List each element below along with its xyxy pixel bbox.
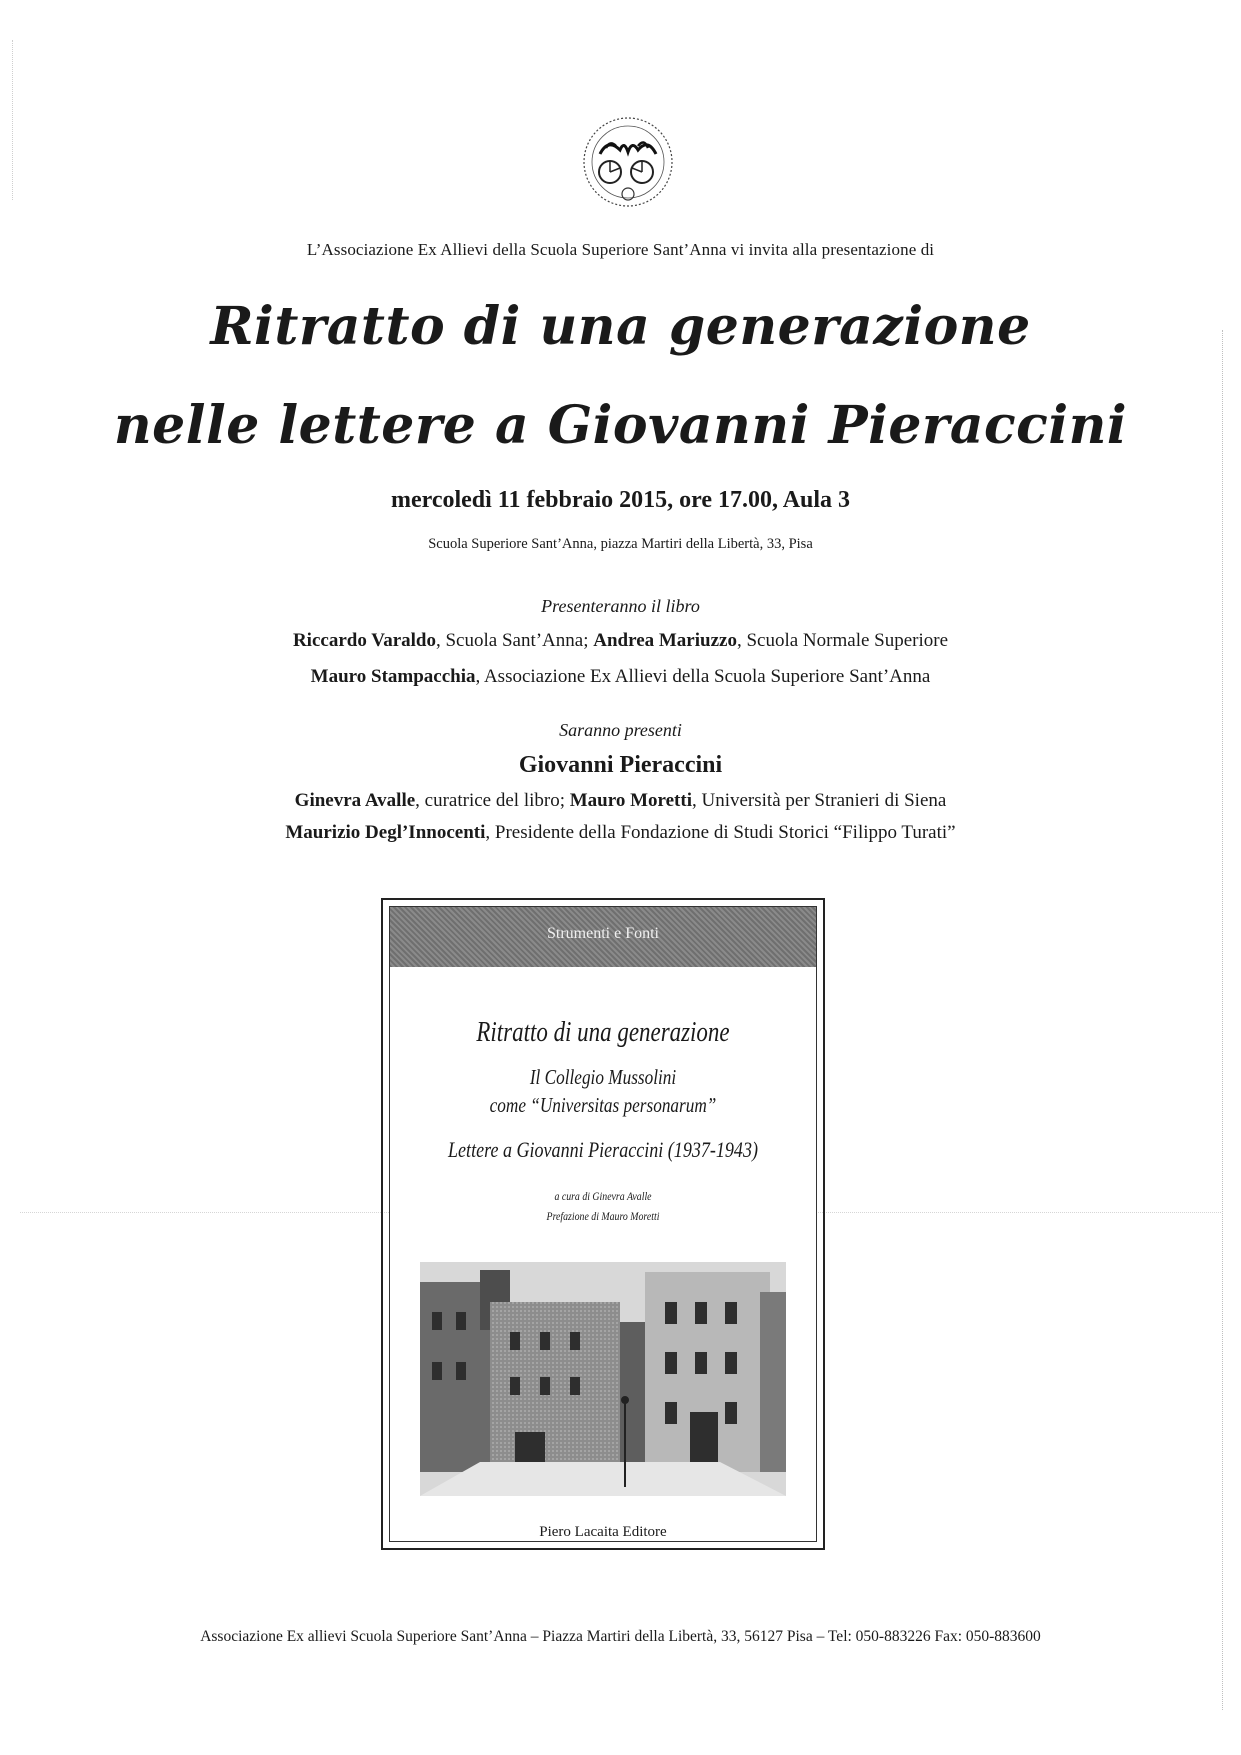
- attendees-line-1: [0, 790, 1241, 812]
- book-cover: [381, 898, 825, 1550]
- attendee-name: Ginevra Avalle: [294, 790, 416, 811]
- book-cover-inner: [389, 906, 817, 1542]
- attendee-name: Maurizio Degl’Innocenti: [285, 822, 486, 843]
- book-editor: a cura di Ginevra Avalle: [554, 1189, 652, 1203]
- event-address: Scuola Superiore Sant’Anna, piazza Martiri della Libertà, 33, Pisa: [428, 536, 813, 552]
- series-band: [390, 907, 816, 967]
- cover-photo-buildings: [420, 1262, 786, 1496]
- book-preface: Prefazione di Mauro Moretti: [546, 1209, 660, 1223]
- attendee-affiliation: , curatrice del libro;: [415, 790, 570, 811]
- presenter-affiliation: , Scuola Sant’Anna;: [435, 630, 594, 651]
- attendee-affiliation: , Università per Stranieri di Siena: [691, 790, 947, 811]
- attendees-line-2: [0, 822, 1241, 844]
- series-label: Strumenti e Fonti: [547, 925, 659, 942]
- presenter-name: Mauro Stampacchia: [310, 666, 476, 687]
- event-title-line1: Ritratto di una generazione: [210, 296, 1031, 357]
- book-subtitle-1: Il Collegio Mussolini: [529, 1065, 677, 1089]
- guest-of-honor: Giovanni Pieraccini: [518, 752, 723, 778]
- event-title-line2: nelle lettere a Giovanni Pieraccini: [113, 395, 1128, 456]
- presenter-name: Riccardo Varaldo: [292, 630, 436, 651]
- association-seal-icon: [580, 110, 676, 220]
- attendees-heading: Saranno presenti: [559, 720, 682, 740]
- event-date: mercoledì 11 febbraio 2015, ore 17.00, Aula 3: [390, 487, 851, 513]
- book-subtitle-2: come “Universitas personarum”: [489, 1093, 717, 1117]
- book-subtitle-3: Lettere a Giovanni Pieraccini (1937-1943): [448, 1137, 758, 1162]
- presenters-heading: Presenteranno il libro: [541, 596, 700, 616]
- footer-contact: Associazione Ex allievi Scuola Superiore Sant’Anna – Piazza Martiri della Libertà, 33, 56127 Pisa – Tel: 050-883226 Fax: 050-883600: [200, 1628, 1041, 1645]
- presenter-affiliation: , Associazione Ex Allievi della Scuola Superiore Sant’Anna: [475, 666, 931, 687]
- presenters-line-2: [0, 666, 1241, 688]
- presenters-line-1: [0, 630, 1241, 652]
- book-publisher: Piero Lacaita Editore: [539, 1524, 667, 1540]
- invitation-intro: L’Associazione Ex Allievi della Scuola Superiore Sant’Anna vi invita alla presentazione di: [306, 240, 935, 259]
- presenter-name: Andrea Mariuzzo: [593, 630, 737, 651]
- book-title: Ritratto di una generazione: [476, 1017, 730, 1048]
- attendee-affiliation: , Presidente della Fondazione di Studi Storici “Filippo Turati”: [485, 822, 956, 843]
- presenter-affiliation: , Scuola Normale Superiore: [736, 630, 949, 651]
- scan-artifact-left: [12, 40, 14, 200]
- attendee-name: Mauro Moretti: [569, 790, 692, 811]
